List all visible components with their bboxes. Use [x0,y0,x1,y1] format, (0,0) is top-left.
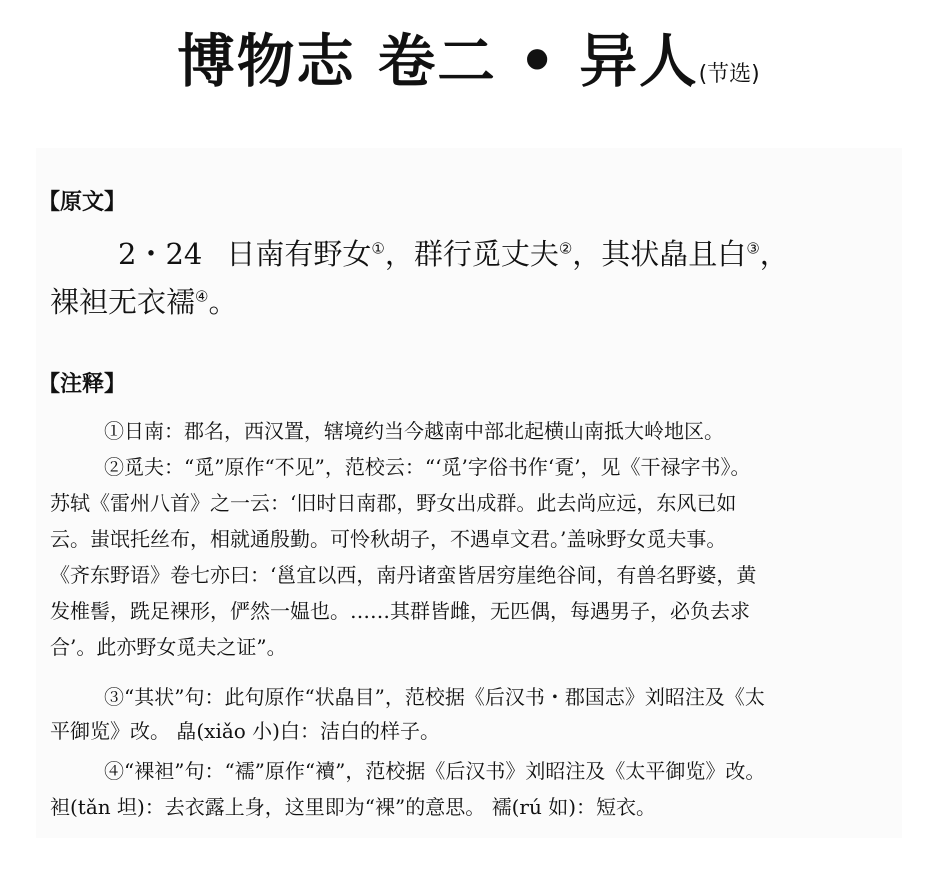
text-segment: ，群行觅丈夫 [384,237,559,271]
title-main: 博物志 卷二 • 异人 [177,28,699,95]
page-title [0,14,937,123]
text-segment: 。 [208,285,238,319]
note-3: ③“其状”句：此句原作“状皛目”，范校据《后汉书・郡国志》刘昭注及《太 [104,685,765,709]
text-segment: 日南有野女 [226,237,372,271]
original-text-heading: 【原文】 [38,190,127,215]
text-segment: ， [759,237,789,271]
note-2-continued: 合’。此亦野女觅夫之证”。 [50,635,287,659]
original-text-line-2 [50,282,237,322]
note-2-continued: 云。蚩氓托丝布，相就通殷勤。可怜秋胡子，不遇卓文君。’盖咏野女觅夫事。 [50,527,727,551]
note-2-continued: 苏轼《雷州八首》之一云：‘旧时日南郡，野女出成群。此去尚应远，东风已如 [50,491,737,515]
notes-heading: 【注释】 [38,372,127,397]
text-segment: ，其状皛且白 [572,237,747,271]
passage-number: 2・24 [118,237,203,271]
footnote-marker: ④ [195,287,209,306]
footnote-marker: ② [558,239,573,258]
note-4: ④“裸袒”句：“襦”原作“襩”，范校据《后汉书》刘昭注及《太平御览》改。 [104,759,766,783]
footnote-marker: ① [371,239,385,258]
note-2: ②觅夫：“觅”原作“不见”，范校云：“‘觅’字俗书作‘覔’，见《干禄字书》。 [104,455,751,479]
note-3-continued: 平御览》改。 皛(xiǎo 小)白：洁白的样子。 [50,719,440,743]
note-4-continued: 袒(tǎn 坦)：去衣露上身，这里即为“裸”的意思。 襦(rú 如)：短衣。 [50,795,657,819]
footnote-marker: ③ [746,239,760,258]
note-2-continued: 发椎髻，跣足裸形，俨然一媪也。……其群皆雌，无匹偶，每遇男子，必负去求 [50,599,750,623]
title-subtitle: (节选) [698,62,760,87]
note-1: ①日南：郡名，西汉置，辖境约当今越南中部北起横山南抵大岭地区。 [104,419,724,443]
original-text-line-1 [118,234,789,274]
note-2-continued: 《齐东野语》卷七亦曰：‘邕宜以西，南丹诸蛮皆居穷崖绝谷间，有兽名野婆，黄 [50,563,757,587]
text-segment: 裸袒无衣襦 [50,285,196,319]
